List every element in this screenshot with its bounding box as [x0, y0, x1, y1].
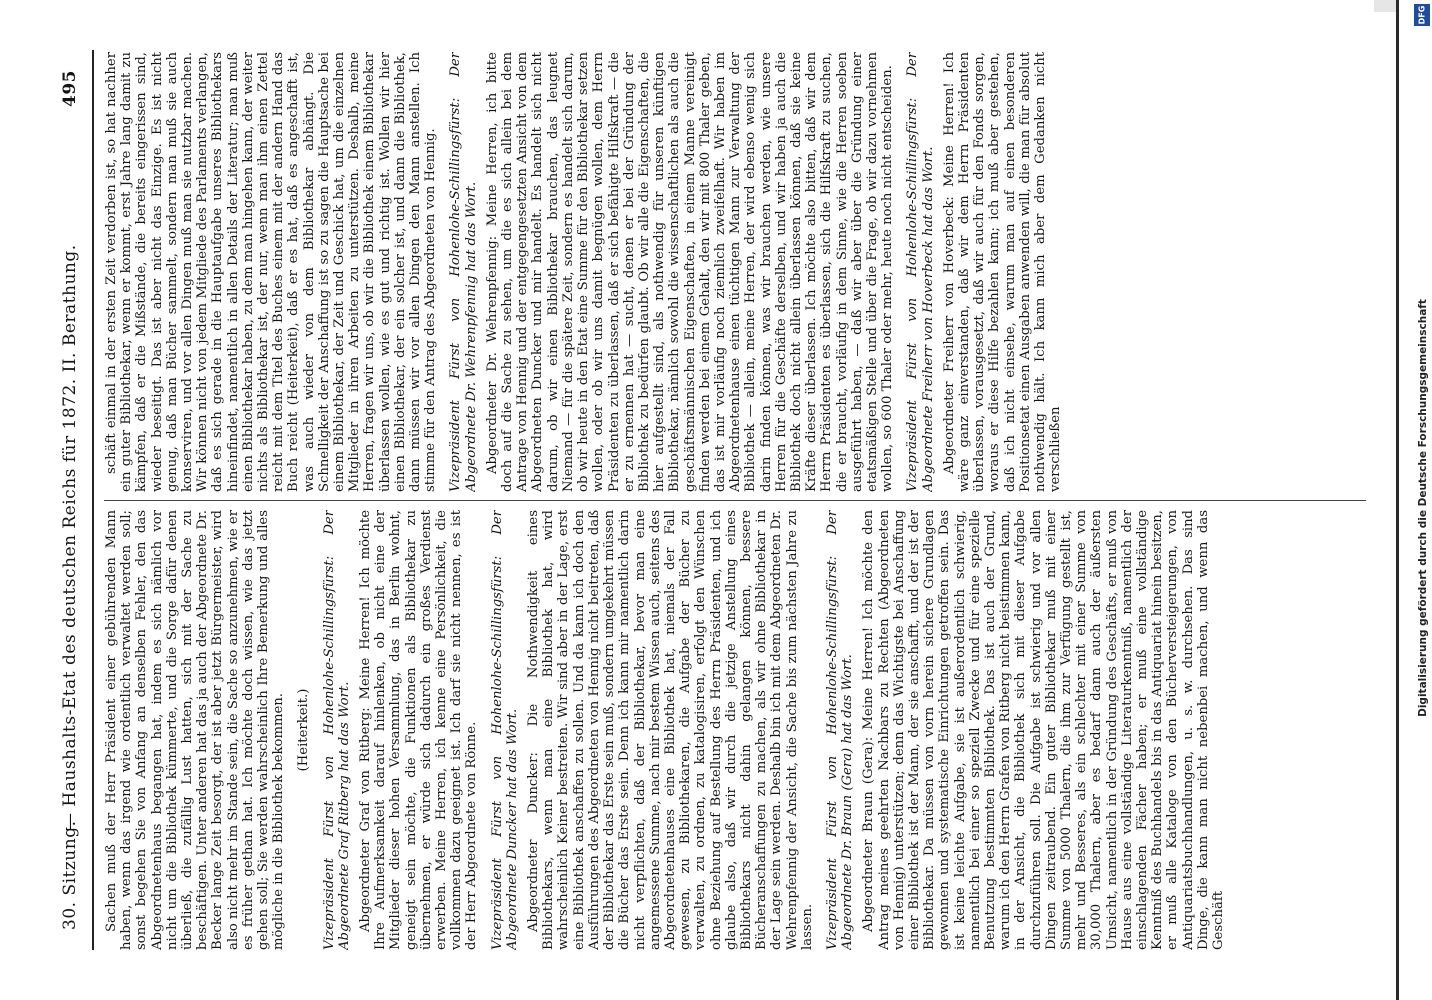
paragraph: Abgeordneter Braun (Gera): Meine Herren! Ich möchte den Antrag meines geehrten Nachbars zu Rechten (Abgeordneten von Hennig) unterstützen; denn das Wichtigste bei Anschaffung einer Bibliothek ist der Mann, der sie anschafft, und der ist der Bibliothekar. Da müssen von vorn herein sichere Grundlagen gewonnen und systematische Einrichtungen getroffen sein. Das ist keine leichte Aufgabe, sie ist außerordentlich schwierig, namentlich bei einer so speziell Zwecke und für eine spezielle Benutzung bestimmten Bibliothek. Das ist auch der Grund, warum ich den Herrn Grafen von Ritberg nicht beistimmen kann, in der Ansicht, die Bibliothek sich mit dieser Aufgabe durchzuführen soll. Die Aufgabe ist schwierig und vor allen Dingen zeitraubend. Ein guter Bibliothekar muß mit einer Summe von 5000 Thalern, die ihm zur Verfügung gestellt ist, mehr und Besseres, als ein schlechter mit einer Summe von 30,000 Thalern, aber es bedarf dann auch der äußersten Umsicht, namentlich in der Gründung des Geschäfts, er muß von Hause aus eine vollständige Literaturkenntniß, namentlich der einschlagenden Fächer haben; er muß eine vollständige Kenntniß des Buchhandels bis in das Antiquariat hinein besitzen, er muß alle Kataloge von den Bücherversteigerungen, von Antiquariatsbuchhandlungen, u. s. w. durchsehen. Das sind Dinge, die kann man nicht nebenbei machen, und wenn das Geschäft: [861, 510, 1227, 950]
rotated-document-page: [46, 30, 1386, 970]
paragraph: Abgeordneter Duncker: Die Nothwendigkeit eines Bibliothekars, wenn man eine Bibliothek hat, wird wahrscheinlich Keiner bestreiten. Wir sind aber in der Lage, erst eine Bibliothek anschaffen zu sollen. Und da kann ich doch den Ausführungen des Abgeordneten von Hennig nicht beitreten, daß der Bibliothekar das Erste sein muß, sondern umgekehrt müssen die Bücher das Erste sein. Denn ich kann mir namentlich darin nicht verpflichten, daß der Bibliothekar, bevor man eine angemessene Summe, nach mir bestem Wissen auch, seitens des Abgeordnetenhauses eine Bibliothek hat, niemals der Fall gewesen, zu Bibliothekaren, die Aufgabe der Bücher zu verwalten, zu ordnen, zu katalogisiren, erfolgt den Wünschen ohne Beziehung auf Bestellung des Herrn Präsidenten, und ich glaube also, daß wir durch die jetzige Anstellung eines Bibliothekars nicht dahin gelangen können, bessere Bücheranschaffungen zu machen, als wir ohne Bibliothekar in der Lage sein werden. Deshalb bin ich mit dem Abgeordneten Dr. Wehrenpfennig der Ansicht, die Sache bis zum nächsten Jahre zu lassen.: [526, 510, 815, 950]
paragraph: Vizepräsident Fürst von Hohenlohe-Schillingsfürst: Der Abgeordnete Graf Ritberg hat das Wort.: [321, 510, 352, 950]
paragraph: Abgeordneter Freiherr von Hoverbeck: Meine Herren! Ich wäre ganz einverstanden, daß wir dem Herrn Präsidenten überlassen, vorausgesetzt, daß wir auch für den Fonds sorgen, woraus er diese Hilfe bezahlen kann; ich muß aber gestehen, daß ich nicht einsehe, warum man auf einen besonderen Positionsetat einen Ausgaben anwenden will, die man für absolut nothwendig hält. Ich kann mich aber dem Gedanken nicht verschließen: [941, 52, 1064, 492]
scan-edge: [1396, 0, 1399, 1000]
paragraph: Vizepräsident Fürst von Hohenlohe-Schillingsfürst: Der Abgeordnete Freiherr von Hoverbeck hat das Wort.: [905, 52, 936, 492]
right-column: [104, 52, 1366, 492]
paragraph: Vizepräsident Fürst von Hohenlohe-Schillingsfürst: Der Abgeordnete Dr. Wehrenpfennig hat das Wort.: [448, 52, 479, 492]
digitization-credit: [1414, 28, 1432, 988]
paragraph: Abgeordneter Dr. Wehrenpfennig: Meine Herren, ich bitte doch auf die Sache zu sehen, um die es sich allein bei dem Antrage von Hennig und der entgegengesetzten Ansicht von dem Abgeordneten Duncker und mir handelt. Es handelt sich nicht darum, ob wir einen Bibliothekar brauchen, das leugnet Niemand — für die spätere Zeit, sondern es handelt sich darum, ob wir heute in den Etat eine Summe für den Bibliothekar setzen wollen, oder ob wir uns damit begnügen wollen, dem Herrn Präsidenten zu überlassen, daß er sich befähigte Hilfskraft — die er zu ernennen hat — sucht, denen er bei der Gründung der Bibliothek zu bedürfen glaubt. Ob wir alle die Eigenschaften, die hier aufgestellt sind, als nothwendig für unseren künftigen Bibliothekar, nämlich sowohl die wissenschaftlichen als auch die geschäftsmännischen Eigenschaften, in einem Manne vereinigt finden werden bei einem Gehalt, den wir mit 800 Thaler geben, das ist mir vorläufig noch ziemlich zweifelhaft. Wir haben im Abgeordnetenhause einen tüchtigen Mann zur Verwaltung der Bibliothek — allein, meine Herren, der wird ebenso wenig sich darin finden können, was wir brauchen werden, wie unsere Herren für die Geschäfte derselben, und wir haben ja auch die Bibliothek doch nicht allein überlassen können, daß sie keine Kräfte dieser überlassen. Ich möchte also bitten, daß wir dem Herrn Präsidenten es überlassen, sich die Hilfskraft zu suchen, die er braucht, vorläufig in dem Sinne, wie die Herren soeben ausgeführt haben, — daß wir aber über die Gründung einer etatsmäßigen Stelle und über die Frage, ob wir dazu vornehmen wollen, so 600 Thaler oder mehr, heute noch nicht entscheiden.: [484, 52, 896, 492]
dfg-logo: [1414, 4, 1430, 26]
column-divider: [104, 500, 1366, 501]
credit-text: Digitalisierung gefördert durch die Deutsche Forschungsgemeinschaft: [1417, 299, 1429, 717]
paragraph: Sachen muß der Herr Präsident einer gebührenden Mann haben, wenn das irgend wie ordentlich verwaltet werden soll; sonst begehen Sie von Anfang an denselben Fehler, den das Abgeordnetenhaus begangen hat, indem es sich nämlich vor nicht um die Bibliothek kümmerte, und die Sorge dafür denen überließ, die zufällig Lust hatten, sich mit der Sache zu beschäftigen. Unter anderen hat das ja auch der Abgeordnete Dr. Becker lange Zeit besorgt, der ist aber jetzt Bürgermeister, wird also nicht mehr im Stande sein, die Sache so anzunehmen, wie er es früher gethan hat. Ich möchte doch wissen, wie das jetzt gehen soll; Sie werden wahrscheinlich Ihre Bemerkung und alles mögliche in die Bibliothek bekommen.: [104, 510, 287, 950]
running-title: — Haushalts-Etat des deutschen Reichs für 1872. II. Berathung.: [60, 244, 80, 830]
left-column: [104, 510, 1366, 950]
session-label: 30. Sitzung.: [60, 820, 80, 930]
running-head: [60, 30, 96, 970]
dfg-logo-text: DFG: [1417, 5, 1427, 25]
header-rule: [92, 50, 94, 950]
paragraph: schäft einmal in der ersten Zeit verdorben ist, so hat nachher ein guter Bibliothekar, wenn er kommt, erst Jahre lang damit zu kämpfen, daß er die Mißstände, die bereits eingerissen sind, wieder beseitigt. Das ist aber nicht das Einzige. Es ist nicht genug, daß man Bücher sammelt, sondern man muß sie auch konserviren, und vor allen Dingen muß man sie nutzbar machen. Wir können nicht von jedem Mitgliede des Parlaments verlangen, daß es sich gerade in die Hauptaufgabe unseres Bibliothekars hineinfindet, namentlich in allen Details der Literatur; man muß einen Bibliothekar haben, zu dem man hingehen kann, der weiter nichts als Bibliothekar ist, der nur, wenn man ihm einen Zettel reicht mit dem Titel des Buches einem mit der andern Hand das Buch reicht (Heiterkeit), daß er es hat, daß es angeschafft ist, was auch wieder von dem Bibliothekar abhängt. Die Schnelligkeit der Anschaffung ist so zu sagen die Hauptsache bei einem Bibliothekar, der Zeit und Geschick hat, um die einzelnen Mitglieder in ihren Arbeiten zu unterstützen. Deshalb, meine Herren, fragen wir uns, ob wir die Bibliothek einem Bibliothekar überlassen wollen, wie es gut und richtig ist. Wollen wir hier einen Bibliothekar, der ein solcher ist, und dann die Bibliothek, dann müssen wir vor allen Dingen den Mann anstellen. Ich stimme für den Antrag des Abgeordneten von Hennig.: [104, 52, 439, 492]
paragraph: Vizepräsident Fürst von Hohenlohe-Schillingsfürst: Der Abgeordnete Dr. Braun (Gera) hat das Wort.: [824, 510, 856, 950]
page-number: 495: [60, 70, 80, 107]
paragraph: Vizepräsident Fürst von Hohenlohe-Schillingsfürst: Der Abgeordnete Duncker hat das Wort.: [489, 510, 520, 950]
paragraph: Abgeordneter Graf von Ritberg: Meine Herren! Ich möchte Ihre Aufmerksamkeit darauf hinlenken, ob nicht eine der Mitglieder dieser hohen Versammlung, das in Berlin wohnt, geneigt sein möchte, die Funktionen als Bibliothekar zu übernehmen, er würde sich dadurch ein großes Verdienst erwerben. Meine Herren, ich kenne eine Persönlichkeit, die vollkommen dazu geeignet ist. Ich darf sie nicht nennen, es ist der Herr Abgeordnete von Rönne.: [358, 510, 480, 950]
scan-corner: [1374, 0, 1396, 12]
paragraph: (Heiterkeit.): [296, 688, 312, 772]
